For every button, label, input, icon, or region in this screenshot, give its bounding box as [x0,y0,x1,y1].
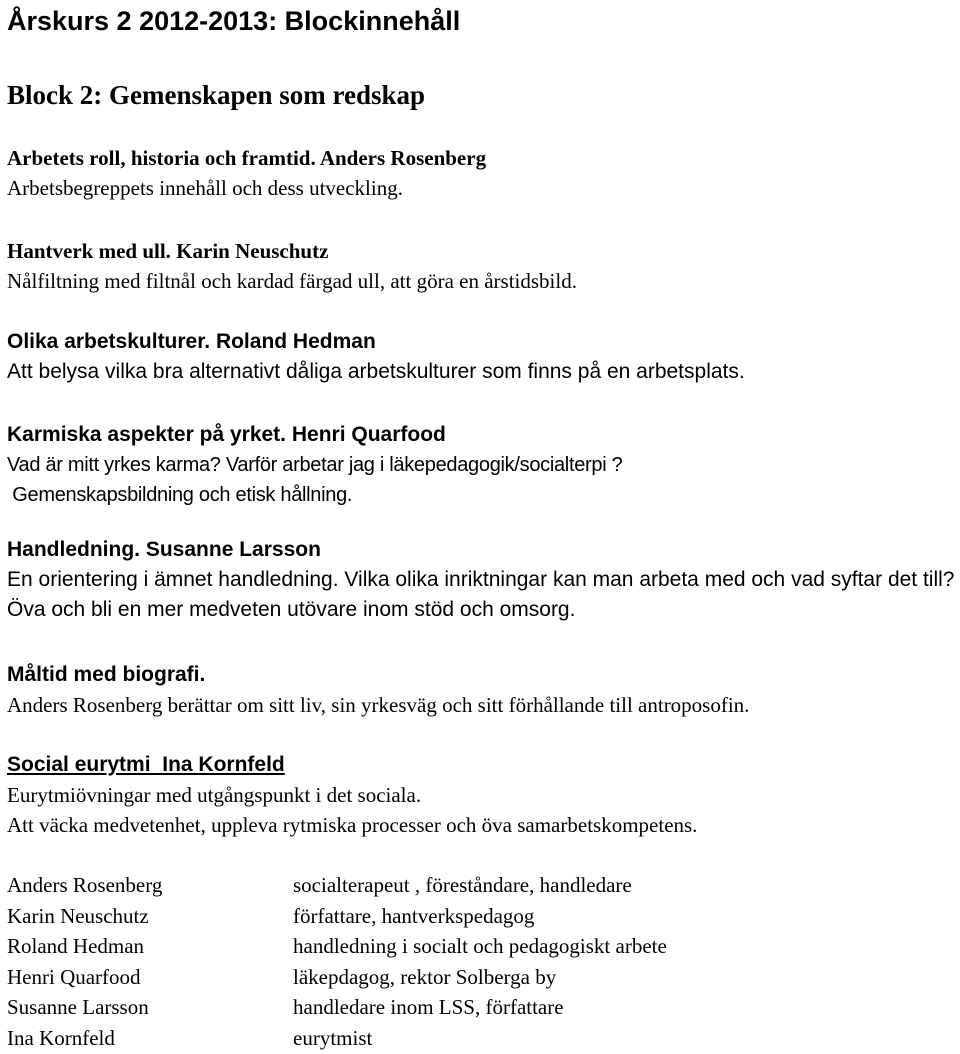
section-description: Nålfiltning med filtnål och kardad färgad ull, att göra en årstidsbild. [7,269,577,293]
list-item [7,870,957,901]
list-item [7,992,957,1023]
section-heading: Karmiska aspekter på yrket. [7,423,286,446]
section-description: Arbetsbegreppets innehåll och dess utveckling. [7,176,403,200]
person-name: Ina Kornfeld [7,1025,115,1050]
section-description: Gemenskapsbildning och etisk hållning. [7,484,353,506]
section-description: Vad är mitt yrkes karma? Varför arbetar jag i läkepedagogik/socialterpi ? [7,454,623,476]
section-teacher: Roland Hedman [215,330,376,353]
section-teacher: Ina Kornfeld [162,753,285,776]
section-heading: Social eurytmi [7,753,151,776]
person-name: Karin Neuschutz [7,903,149,928]
section-teacher: Anders Rosenberg [319,146,487,170]
section-handledning [7,535,959,625]
section-heading: Hantverk med ull. [7,239,171,263]
section-karmiska [7,420,959,510]
section-heading: Arbetets roll, historia och framtid. [7,146,316,170]
person-name: Roland Hedman [7,934,145,958]
section-description: En orientering i ämnet handledning. Vilka olika inriktningar kan man arbeta med och vad syftar det till? Öva och bli en mer medveten utövare inom stöd och omsorg. [7,568,955,621]
section-heading: Handledning. [7,538,140,561]
section-social-eurytmi [7,750,959,840]
section-hantverk [7,236,959,296]
section-heading: Olika arbetskulturer. [7,330,211,353]
section-description: Eurytmiövningar med utgångspunkt i det sociala. [7,783,422,807]
section-maltid [7,660,959,720]
person-name: Henri Quarfood [7,964,141,989]
section-description: Anders Rosenberg berättar om sitt liv, sin yrkesväg och sitt förhållande till antroposofin. [7,693,750,717]
section-arbetskulturer [7,327,959,387]
person-role: läkepdagog, rektor Solberga by [293,964,557,989]
section-teacher: Susanne Larsson [145,538,321,561]
section-teacher: Karin Neuschutz [176,239,329,263]
person-role: eurytmist [293,1025,373,1050]
section-arbetets-roll [7,143,959,203]
section-teacher: Henri Quarfood [291,423,446,446]
section-description: Att väcka medvetenhet, uppleva rytmiska processer och öva samarbetskompetens. [7,813,698,837]
document-title: Årskurs 2 2012-2013: Blockinnehåll [7,6,461,36]
person-role: socialterapeut , föreståndare, handledare [293,873,632,897]
list-item [7,931,957,962]
list-item [7,901,957,932]
person-name: Anders Rosenberg [7,873,163,897]
person-name: Susanne Larsson [7,995,149,1019]
person-role: författare, hantverkspedagog [293,903,535,928]
person-role: handledare inom LSS, författare [293,995,564,1019]
person-role: handledning i socialt och pedagogiskt arbete [293,934,667,958]
block-subtitle: Block 2: Gemenskapen som redskap [7,80,426,110]
list-item [7,962,957,993]
list-item [7,1023,957,1054]
section-heading: Måltid med biografi. [7,663,206,686]
teacher-list [7,870,957,1053]
section-description: Att belysa vilka bra alternativt dåliga arbetskulturer som finns på en arbetsplats. [7,360,745,383]
